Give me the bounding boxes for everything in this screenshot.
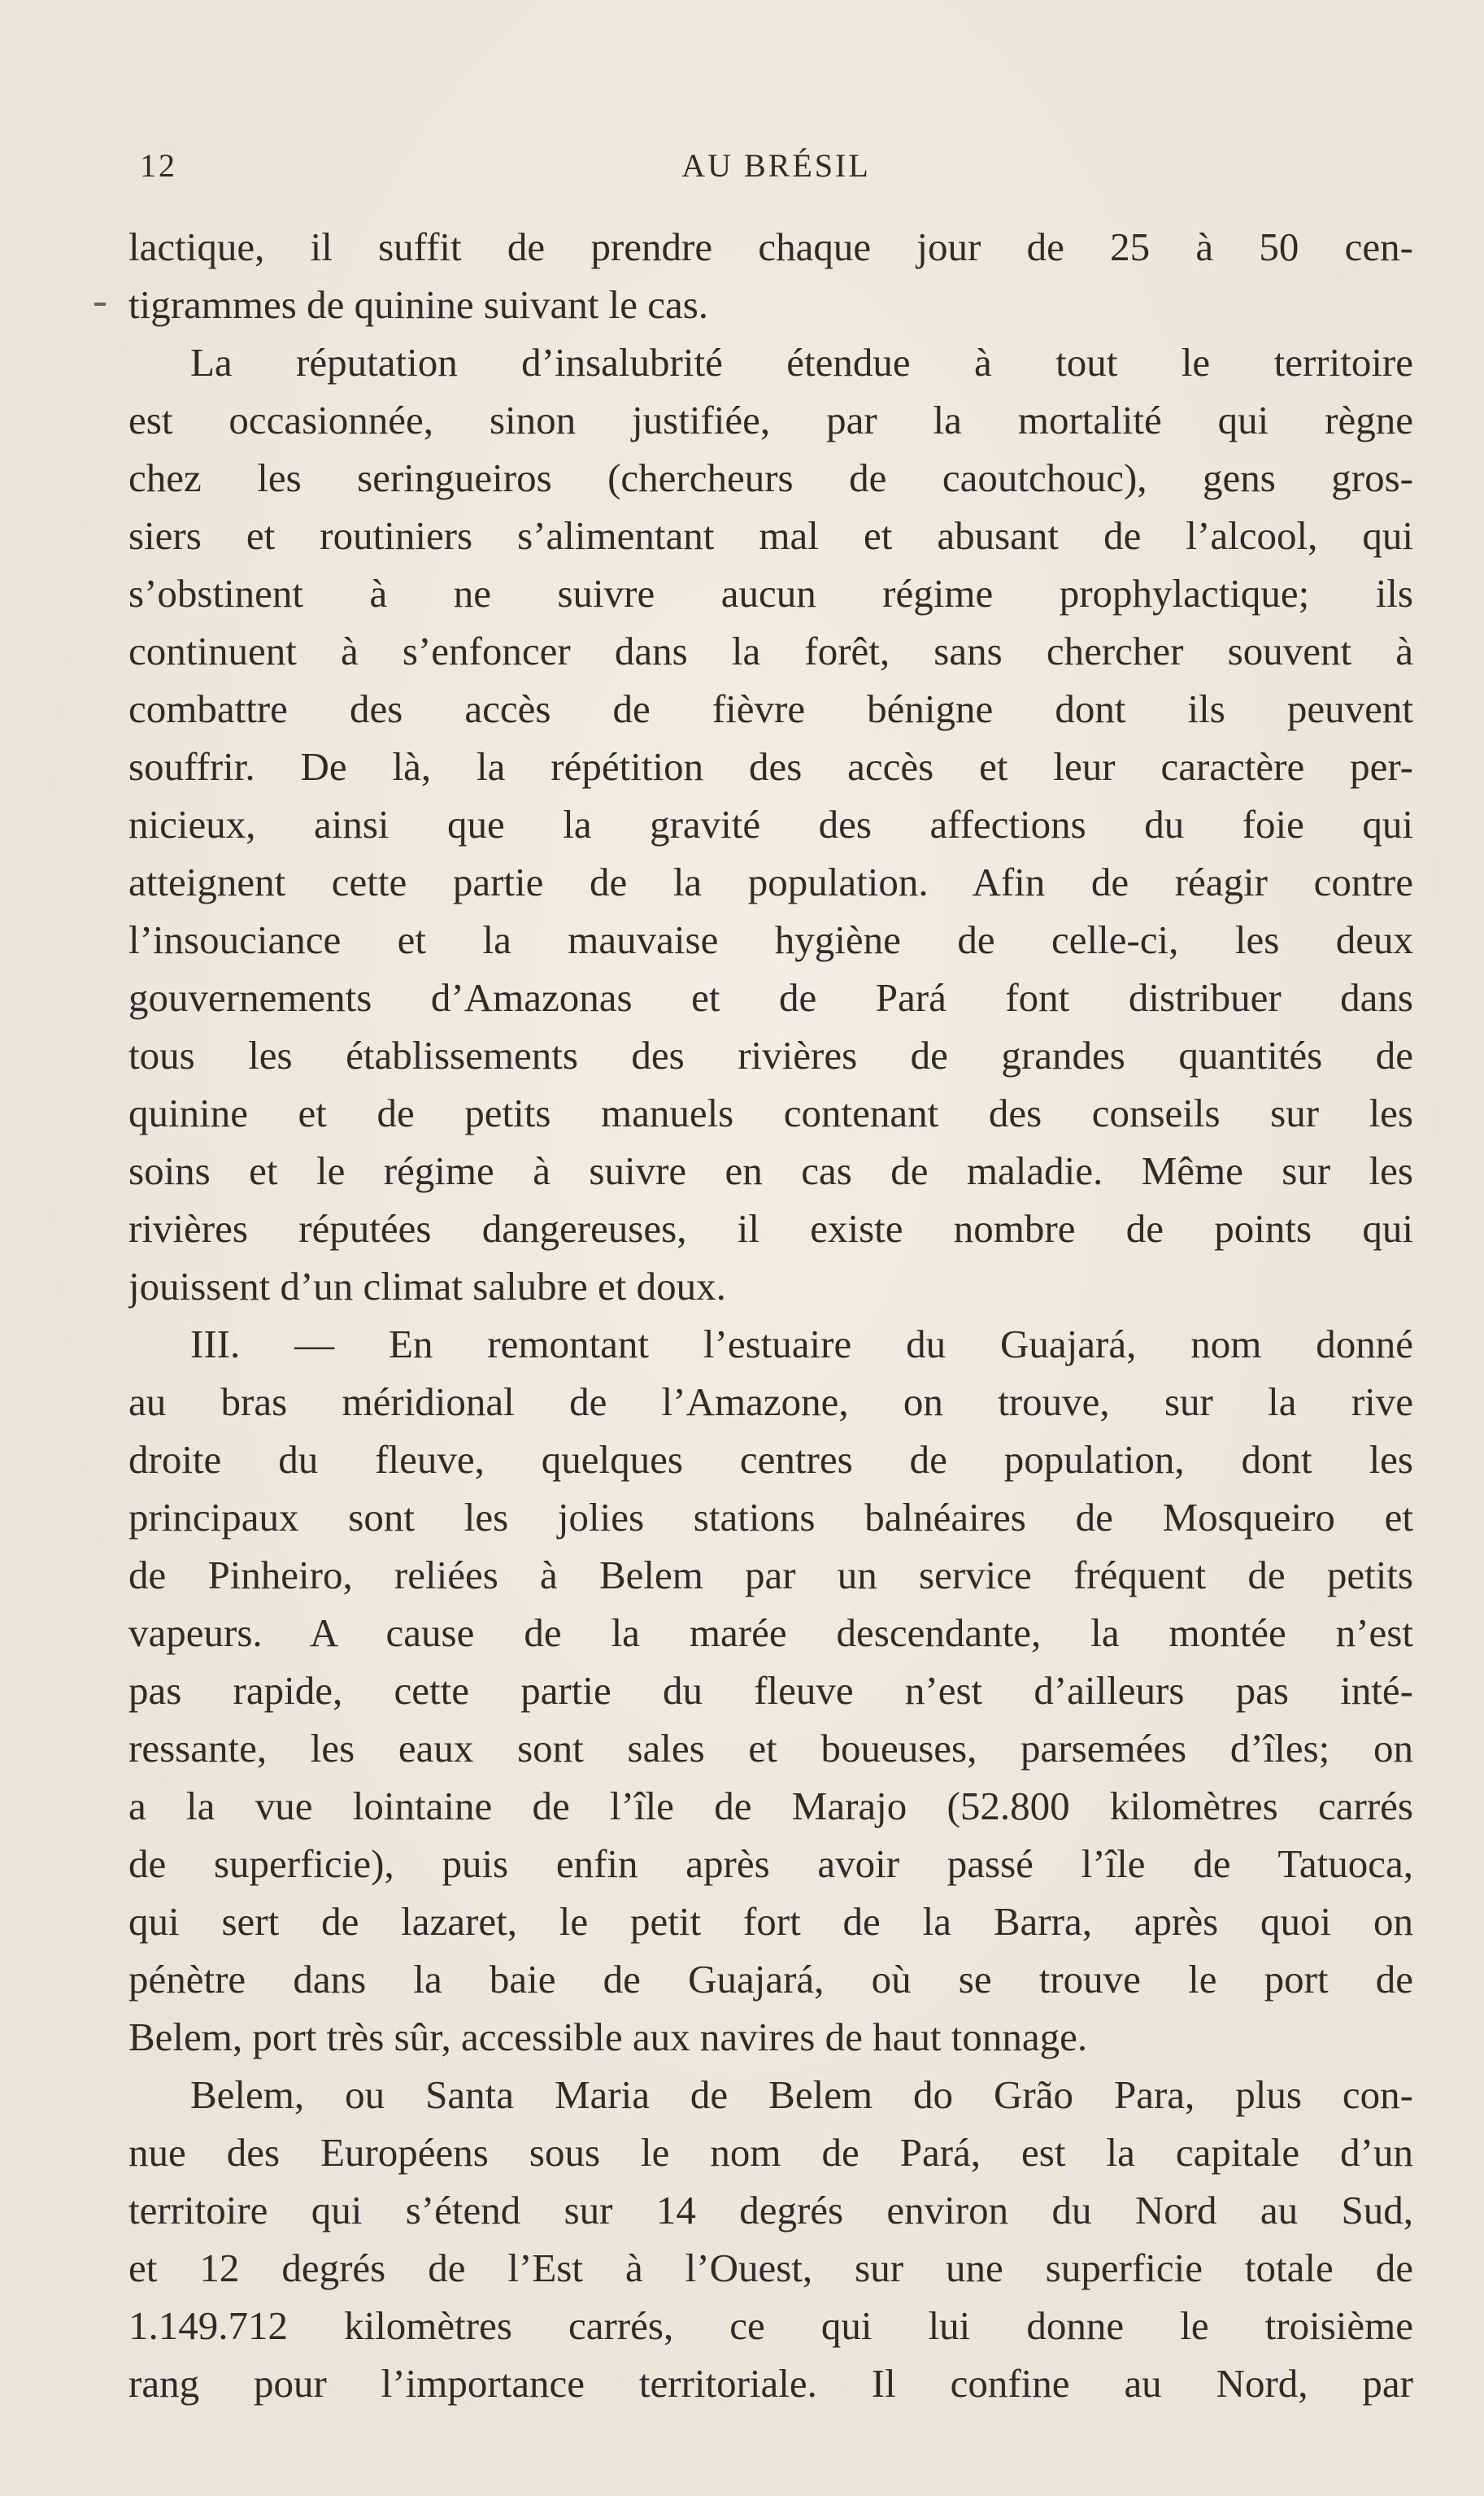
text-line: vapeurs. A cause de la marée descendante, la montée n’est <box>128 1610 1413 1655</box>
body-text <box>128 218 1413 2412</box>
text-line: nicieux, ainsi que la gravité des affections du foie qui <box>128 802 1413 847</box>
text-line: III. — En remontant l’estuaire du Guajará, nom donné <box>190 1322 1413 1366</box>
margin-mark <box>94 303 106 306</box>
text-line: au bras méridional de l’Amazone, on trouve, sur la rive <box>128 1379 1413 1424</box>
text-line: territoire qui s’étend sur 14 degrés environ du Nord au Sud, <box>128 2188 1413 2232</box>
text-line: pas rapide, cette partie du fleuve n’est d’ailleurs pas inté- <box>128 1668 1413 1713</box>
running-title: AU BRÉSIL <box>681 147 871 184</box>
text-line: nue des Européens sous le nom de Pará, est la capitale d’un <box>128 2130 1413 2175</box>
text-line: ressante, les eaux sont sales et boueuses, parsemées d’îles; on <box>128 1726 1413 1771</box>
text-line: chez les seringueiros (chercheurs de caoutchouc), gens gros- <box>128 455 1413 500</box>
text-line: tigrammes de quinine suivant le cas. <box>128 282 709 327</box>
text-line: qui sert de lazaret, le petit fort de la Barra, après quoi on <box>128 1899 1413 1944</box>
text-line: droite du fleuve, quelques centres de population, dont les <box>128 1437 1413 1482</box>
text-line: et 12 degrés de l’Est à l’Ouest, sur une superficie totale de <box>128 2246 1413 2290</box>
text-line: quinine et de petits manuels contenant des conseils sur les <box>128 1091 1413 1135</box>
text-line: La réputation d’insalubrité étendue à tout le territoire <box>190 340 1413 385</box>
text-line: est occasionnée, sinon justifiée, par la mortalité qui règne <box>128 398 1413 442</box>
text-line: jouissent d’un climat salubre et doux. <box>128 1264 726 1309</box>
text-line: continuent à s’enfoncer dans la forêt, sans chercher souvent à <box>128 629 1413 673</box>
text-line: souffrir. De là, la répétition des accès et leur caractère per- <box>128 744 1413 789</box>
text-line: soins et le régime à suivre en cas de maladie. Même sur les <box>128 1148 1413 1193</box>
text-line: Belem, port très sûr, accessible aux navires de haut tonnage. <box>128 2015 1088 2059</box>
text-line: principaux sont les jolies stations balnéaires de Mosqueiro et <box>128 1495 1413 1540</box>
text-line: s’obstinent à ne suivre aucun régime prophylactique; ils <box>128 571 1413 616</box>
text-line: 1.149.712 kilomètres carrés, ce qui lui donne le troisième <box>128 2303 1413 2348</box>
text-line: atteignent cette partie de la population. Afin de réagir contre <box>128 860 1413 904</box>
text-line: de Pinheiro, reliées à Belem par un service fréquent de petits <box>128 1553 1413 1597</box>
text-line: de superficie), puis enfin après avoir passé l’île de Tatuoca, <box>128 1841 1413 1886</box>
page-number: 12 <box>140 147 177 184</box>
text-line: combattre des accès de fièvre bénigne dont ils peuvent <box>128 686 1413 731</box>
text-line: lactique, il suffit de prendre chaque jour de 25 à 50 cen- <box>128 224 1413 269</box>
text-line: rivières réputées dangereuses, il existe nombre de points qui <box>128 1206 1413 1251</box>
page-header <box>140 146 1412 195</box>
text-line: pénètre dans la baie de Guajará, où se trouve le port de <box>128 1957 1413 2002</box>
text-line: Belem, ou Santa Maria de Belem do Grão Para, plus con- <box>190 2072 1413 2117</box>
text-line: rang pour l’importance territoriale. Il confine au Nord, par <box>128 2361 1413 2406</box>
text-line: gouvernements d’Amazonas et de Pará font distribuer dans <box>128 975 1413 1020</box>
text-line: a la vue lointaine de l’île de Marajo (52.800 kilomètres carrés <box>128 1784 1413 1828</box>
text-line: siers et routiniers s’alimentant mal et abusant de l’alcool, qui <box>128 513 1413 558</box>
text-line: l’insouciance et la mauvaise hygiène de celle-ci, les deux <box>128 917 1413 962</box>
text-line: tous les établissements des rivières de grandes quantités de <box>128 1033 1413 1078</box>
